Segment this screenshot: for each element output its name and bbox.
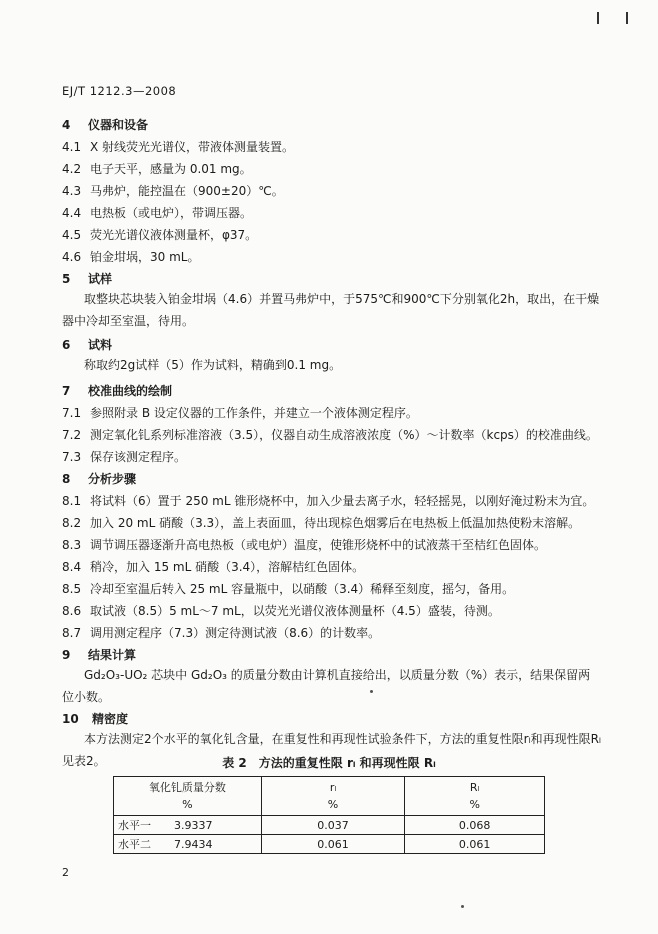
section-9-heading: 9 结果计算 [62, 648, 137, 662]
header-cell: 氧化钆质量分数 % [114, 777, 262, 816]
scan-speck [461, 905, 464, 908]
table-cell: 0.037 [261, 816, 405, 835]
list-item: 8.2 加入 20 mL 硝酸（3.3），盖上表面皿，待出现棕色烟雾后在电热板上低温加热使粉末溶解。 [62, 516, 581, 530]
section-9-paragraph: Gd₂O₃-UO₂ 芯块中 Gd₂O₃ 的质量分数由计算机直接给出，以质量分数（%）表示，结果保留两位小数。 [62, 668, 591, 704]
table-cell: 0.061 [405, 835, 545, 854]
section-4-heading: 4 仪器和设备 [62, 118, 149, 132]
table-caption: 表 2 方法的重复性限 rₗ 和再现性限 Rₗ [222, 756, 436, 770]
list-item: 4.1 X 射线荧光光谱仪，带液体测量装置。 [62, 140, 295, 154]
table-cell: 0.068 [405, 816, 545, 835]
table-header-row [114, 777, 545, 816]
list-item: 4.4 电热板（或电炉），带调压器。 [62, 206, 253, 220]
table-cell: 水平一 3.9337 [114, 816, 262, 835]
section-8-heading: 8 分析步骤 [62, 472, 137, 486]
page-number: 2 [62, 866, 69, 879]
list-item: 4.5 荧光光谱仪液体测量杯，φ37。 [62, 228, 258, 242]
list-item: 4.2 电子天平，感量为 0.01 mg。 [62, 162, 252, 176]
table-cell: 0.061 [261, 835, 405, 854]
list-item: 8.4 稍冷，加入 15 mL 硝酸（3.4），溶解桔红色固体。 [62, 560, 365, 574]
list-item: 8.3 调节调压器逐渐升高电热板（或电炉）温度，使锥形烧杯中的试液蒸干至桔红色固体。 [62, 538, 547, 552]
list-item: 4.3 马弗炉，能控温在（900±20）℃。 [62, 184, 284, 198]
list-item: 4.6 铂金坩埚，30 mL。 [62, 250, 200, 264]
standard-code: EJ/T 1212.3—2008 [62, 84, 177, 98]
header-cell: rₗ % [261, 777, 405, 816]
list-item: 7.3 保存该测定程序。 [62, 450, 187, 464]
list-item: 7.1 参照附录 B 设定仪器的工作条件，并建立一个液体测定程序。 [62, 406, 418, 420]
section-10-heading: 10 精密度 [62, 712, 129, 726]
list-item: 7.2 测定氧化钆系列标准溶液（3.5），仪器自动生成溶液浓度（%）～计数率（kcps）的校准曲线。 [62, 428, 598, 442]
list-item: 8.1 将试料（6）置于 250 mL 锥形烧杯中，加入少量去离子水，轻轻摇晃，以刚好淹过粉末为宜。 [62, 494, 595, 508]
table-row [114, 816, 545, 835]
list-item: 8.6 取试液（8.5）5 mL～7 mL，以荧光光谱仪液体测量杯（4.5）盛装，待测。 [62, 604, 500, 618]
scan-corner-mark [626, 12, 632, 24]
section-5-paragraph: 取整块芯块装入铂金坩埚（4.6）并置马弗炉中，于575℃和900℃下分别氧化2h，取出，在干燥器中冷却至室温，待用。 [62, 292, 600, 328]
scan-speck [370, 690, 373, 693]
section-7-heading: 7 校准曲线的绘制 [62, 384, 173, 398]
list-item: 8.5 冷却至室温后转入 25 mL 容量瓶中，以硝酸（3.4）稀释至刻度，摇匀，备用。 [62, 582, 515, 596]
table-row [114, 835, 545, 854]
section-10-paragraph: 本方法测定2个水平的氧化钆含量，在重复性和再现性试验条件下，方法的重复性限rₗ和再现性限Rₗ见表2。 [62, 732, 601, 768]
section-6-heading: 6 试料 [62, 338, 113, 352]
precision-table [113, 776, 545, 854]
section-6-paragraph: 称取约2g试样（5）作为试料，精确到0.1 mg。 [84, 358, 342, 372]
list-item: 8.7 调用测定程序（7.3）测定待测试液（8.6）的计数率。 [62, 626, 381, 640]
table-cell: 水平二 7.9434 [114, 835, 262, 854]
section-5-heading: 5 试样 [62, 272, 113, 286]
header-cell: Rₗ % [405, 777, 545, 816]
scan-corner-mark [597, 12, 603, 24]
